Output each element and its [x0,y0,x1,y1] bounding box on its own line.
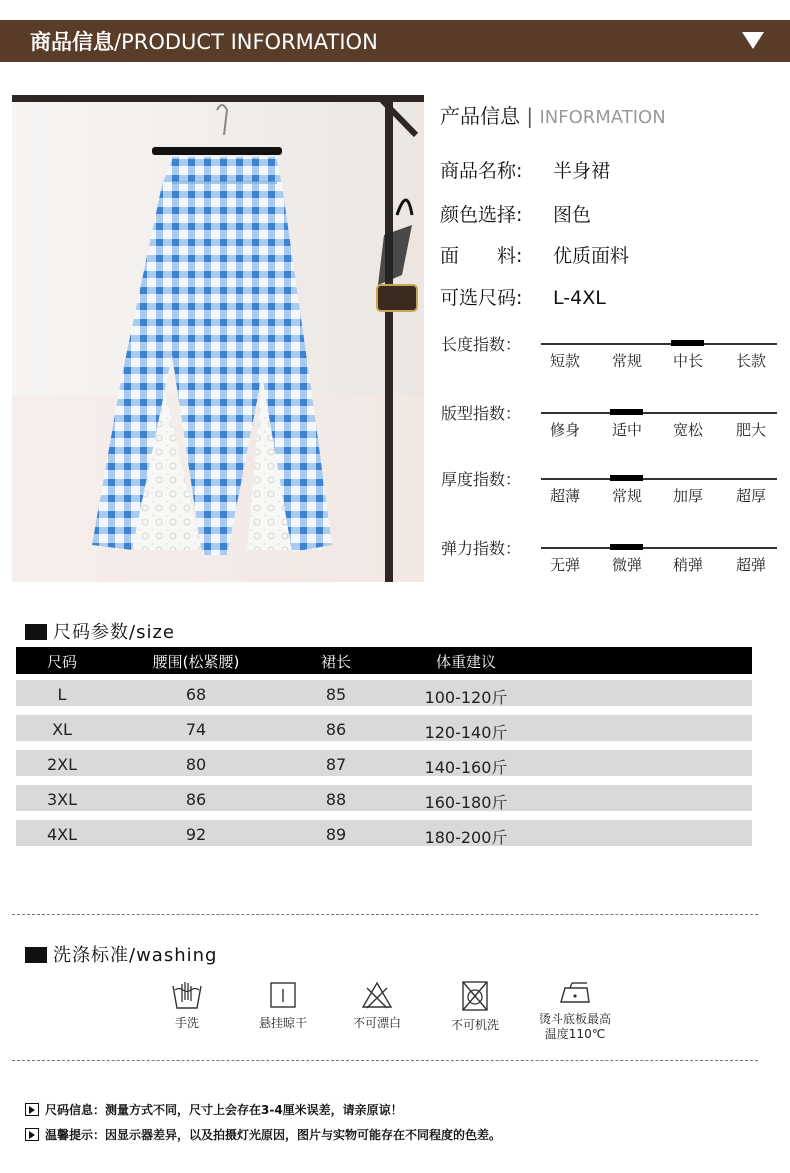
info-value: 半身裙 [553,160,611,182]
product-photo [12,95,424,582]
wash-section-label: 洗涤标准/washing [53,945,218,966]
info-value: L-4XL [553,287,606,309]
divider [12,1060,758,1061]
table-cell: 88 [325,790,347,809]
index-length [441,332,786,382]
table-cell: 85 [325,685,347,704]
header-bar [0,20,790,62]
wash-label: 悬挂晾干 [258,1016,307,1030]
index-option: 中长 [672,352,703,370]
info-row-name [440,156,610,183]
index-option: 短款 [549,352,580,370]
wash-label-line2: 温度110℃ [544,1027,606,1041]
info-heading-cn: 产品信息 [440,104,520,128]
table-cell: 180-200斤 [424,828,508,847]
index-marker [610,475,643,481]
table-cell: 3XL [46,790,78,809]
info-value: 优质面料 [553,245,630,267]
table-cell: 100-120斤 [424,688,508,707]
table-row [16,715,752,741]
index-option: 超厚 [735,487,766,505]
info-key: 可选尺码: [440,287,523,309]
table-cell: 74 [185,720,207,739]
index-option: 常规 [611,352,642,370]
index-option: 加厚 [672,487,703,505]
info-row-fabric [440,241,629,268]
index-option: 肥大 [735,421,766,439]
index-label: 版型指数： [441,404,522,423]
wash-label-line1: 烫斗底板最高 [538,1012,611,1026]
index-label: 长度指数： [441,335,522,354]
info-panel [440,100,790,309]
info-heading-en: INFORMATION [539,107,666,128]
note-text: 尺码信息：测量方式不同，尺寸上会存在3-4厘米误差，请亲原谅！ [45,1103,403,1117]
index-thickness [441,467,786,517]
no-machine-wash-icon [460,980,490,1012]
info-key: 面 料: [440,245,523,267]
table-cell: 80 [185,755,207,774]
index-line [541,412,777,414]
table-row [16,785,752,811]
header-title-en: /PRODUCT INFORMATION [114,30,378,54]
index-option: 稍弹 [672,556,703,574]
header-cell: 裙长 [320,653,351,671]
index-marker [671,340,704,346]
index-option: 修身 [549,421,580,439]
table-cell: 86 [325,720,347,739]
skirt-illustration [12,95,424,582]
size-section-title [25,618,175,644]
table-cell: 92 [185,825,207,844]
index-marker [610,544,643,550]
table-cell: 160-180斤 [424,793,508,812]
header-title [30,26,378,56]
info-heading-separator: | [526,104,534,128]
index-fit [441,401,786,451]
divider [12,914,758,915]
table-cell: 86 [185,790,207,809]
index-option: 超薄 [549,487,580,505]
hang-dry-icon [268,980,298,1010]
size-table [16,647,752,847]
index-line [541,547,777,549]
table-row [16,680,752,706]
wash-label: 不可机洗 [450,1018,499,1032]
note-text: 温馨提示：因显示器差异，以及拍摄灯光原因，图片与实物可能存在不同程度的色差。 [45,1128,502,1142]
wash-item-bleach [327,980,427,1031]
table-cell: 140-160斤 [424,758,508,777]
index-option: 宽松 [672,421,703,439]
info-row-color [440,200,591,227]
note-color [25,1126,501,1143]
play-bullet-icon [25,1103,39,1116]
index-option: 超弹 [735,556,766,574]
index-marker [610,409,643,415]
square-bullet-icon [25,624,47,640]
index-line [541,343,777,345]
header-cell: 体重建议 [435,653,496,671]
index-option: 长款 [735,352,766,370]
table-cell: XL [52,720,72,739]
index-line [541,478,777,480]
index-option: 无弹 [549,556,580,574]
wash-item-machine [425,980,525,1033]
wash-label: 手洗 [174,1016,199,1030]
no-bleach-icon [361,980,393,1010]
index-option: 常规 [611,487,642,505]
table-row [16,820,752,846]
wash-label: 不可漂白 [352,1016,401,1030]
wash-section-title [25,941,217,967]
table-cell: 2XL [46,755,78,774]
info-row-size [440,283,606,310]
triangle-down-icon[interactable] [742,32,764,49]
info-key: 颜色选择: [440,204,523,226]
header-cell: 腰围(松紧腰) [152,653,240,671]
index-option: 适中 [611,421,642,439]
note-size [25,1101,403,1118]
table-row [16,750,752,776]
table-cell: 87 [325,755,347,774]
iron-icon [557,980,593,1006]
index-label: 厚度指数： [441,470,522,489]
index-option: 微弹 [611,556,642,574]
wash-item-iron [520,980,630,1042]
hand-wash-icon [170,980,204,1010]
size-section-label: 尺码参数/size [53,622,175,643]
wash-item-hang [233,980,333,1031]
table-cell: 68 [185,685,207,704]
header-cell: 尺码 [46,653,77,671]
info-heading [440,100,790,129]
play-bullet-icon [25,1128,39,1141]
table-header [16,647,752,674]
square-bullet-icon [25,947,47,963]
index-stretch [441,536,786,586]
index-label: 弹力指数： [441,539,522,558]
table-cell: 120-140斤 [424,723,508,742]
table-cell: 4XL [46,825,78,844]
header-title-cn: 商品信息 [30,30,114,54]
table-cell: 89 [325,825,347,844]
info-value: 图色 [553,204,592,226]
wash-label [520,1012,630,1042]
wash-item-hand [137,980,237,1031]
table-cell: L [57,685,67,704]
info-key: 商品名称: [440,160,523,182]
